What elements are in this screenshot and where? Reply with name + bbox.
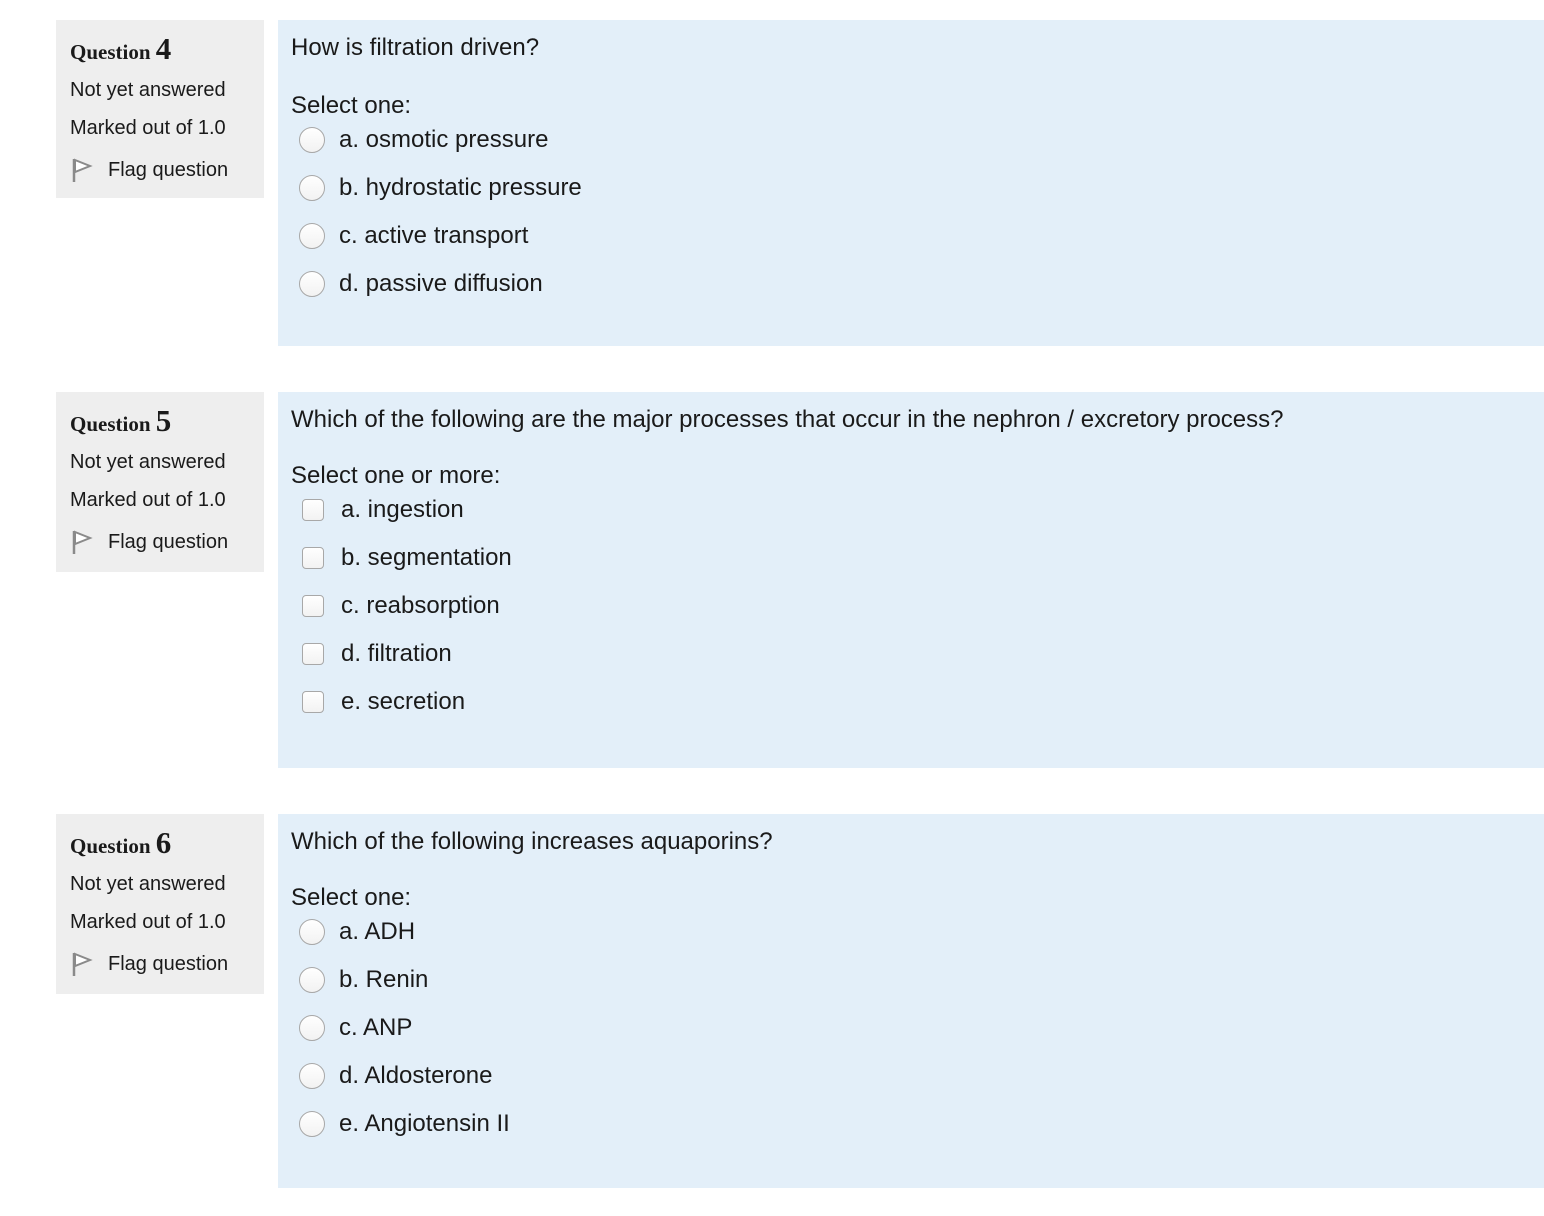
question-text: Which of the following increases aquaporins? (291, 828, 773, 855)
answer-list (291, 486, 1544, 726)
question-info (56, 392, 264, 572)
answer-option[interactable] (291, 116, 1544, 164)
checkbox[interactable] (302, 499, 324, 521)
question-title: Question 5 (70, 403, 172, 438)
question-title: Question 4 (70, 31, 172, 66)
answer-option[interactable] (291, 1004, 1544, 1052)
answer-option[interactable] (291, 534, 1544, 582)
question-content (278, 392, 1544, 768)
answer-label[interactable]: a. ingestion (341, 496, 464, 523)
answer-label[interactable]: a. ADH (339, 918, 416, 945)
answer-label[interactable]: b. Renin (339, 966, 429, 993)
answer-label[interactable]: e. Angiotensin II (339, 1110, 510, 1137)
flag-question-label: Flag question (108, 530, 229, 553)
question-number: 6 (155, 825, 172, 860)
flag-question-label: Flag question (108, 952, 229, 975)
checkbox[interactable] (302, 691, 324, 713)
flag-question-button[interactable] (70, 157, 264, 183)
question-info (56, 20, 264, 198)
answer-label[interactable]: a. osmotic pressure (339, 126, 549, 153)
flag-icon (70, 951, 94, 977)
answer-label[interactable]: b. segmentation (341, 544, 512, 571)
question-number: 5 (155, 403, 172, 438)
question-number: 4 (155, 31, 172, 66)
answer-prompt: Select one: (291, 884, 412, 911)
checkbox[interactable] (302, 643, 324, 665)
question-content (278, 814, 1544, 1188)
question-info (56, 814, 264, 994)
answer-option[interactable] (291, 956, 1544, 1004)
answer-list (291, 116, 1544, 308)
question-state: Not yet answered (70, 451, 226, 473)
question-title: Question 6 (70, 825, 172, 860)
answer-option[interactable] (291, 260, 1544, 308)
flag-icon (70, 157, 94, 183)
answer-prompt: Select one or more: (291, 462, 501, 489)
question-text: Which of the following are the major processes that occur in the nephron / excretory process? (291, 406, 1284, 433)
question-grade: Marked out of 1.0 (70, 489, 226, 511)
radio-button[interactable] (299, 271, 325, 297)
question-text: How is filtration driven? (291, 34, 540, 61)
answer-label[interactable]: d. passive diffusion (339, 270, 543, 297)
answer-label[interactable]: c. reabsorption (341, 592, 500, 619)
answer-option[interactable] (291, 908, 1544, 956)
answer-prompt: Select one: (291, 92, 412, 119)
question-state: Not yet answered (70, 873, 226, 895)
answer-option[interactable] (291, 582, 1544, 630)
radio-button[interactable] (299, 1111, 325, 1137)
radio-button[interactable] (299, 919, 325, 945)
answer-label[interactable]: b. hydrostatic pressure (339, 174, 582, 201)
radio-button[interactable] (299, 1063, 325, 1089)
question-grade: Marked out of 1.0 (70, 911, 226, 933)
radio-button[interactable] (299, 967, 325, 993)
answer-list (291, 908, 1544, 1148)
flag-question-button[interactable] (70, 529, 264, 555)
answer-label[interactable]: c. active transport (339, 222, 529, 249)
answer-option[interactable] (291, 1052, 1544, 1100)
answer-label[interactable]: c. ANP (339, 1014, 413, 1041)
answer-label[interactable]: e. secretion (341, 688, 466, 715)
radio-button[interactable] (299, 175, 325, 201)
question-state: Not yet answered (70, 79, 226, 101)
answer-option[interactable] (291, 486, 1544, 534)
flag-question-label: Flag question (108, 158, 229, 181)
answer-option[interactable] (291, 1100, 1544, 1148)
radio-button[interactable] (299, 127, 325, 153)
question-grade: Marked out of 1.0 (70, 117, 226, 139)
question-content (278, 20, 1544, 346)
answer-label[interactable]: d. filtration (341, 640, 452, 667)
flag-question-button[interactable] (70, 951, 264, 977)
radio-button[interactable] (299, 223, 325, 249)
answer-option[interactable] (291, 678, 1544, 726)
answer-label[interactable]: d. Aldosterone (339, 1062, 493, 1089)
answer-option[interactable] (291, 630, 1544, 678)
answer-option[interactable] (291, 164, 1544, 212)
flag-icon (70, 529, 94, 555)
answer-option[interactable] (291, 212, 1544, 260)
radio-button[interactable] (299, 1015, 325, 1041)
checkbox[interactable] (302, 595, 324, 617)
checkbox[interactable] (302, 547, 324, 569)
